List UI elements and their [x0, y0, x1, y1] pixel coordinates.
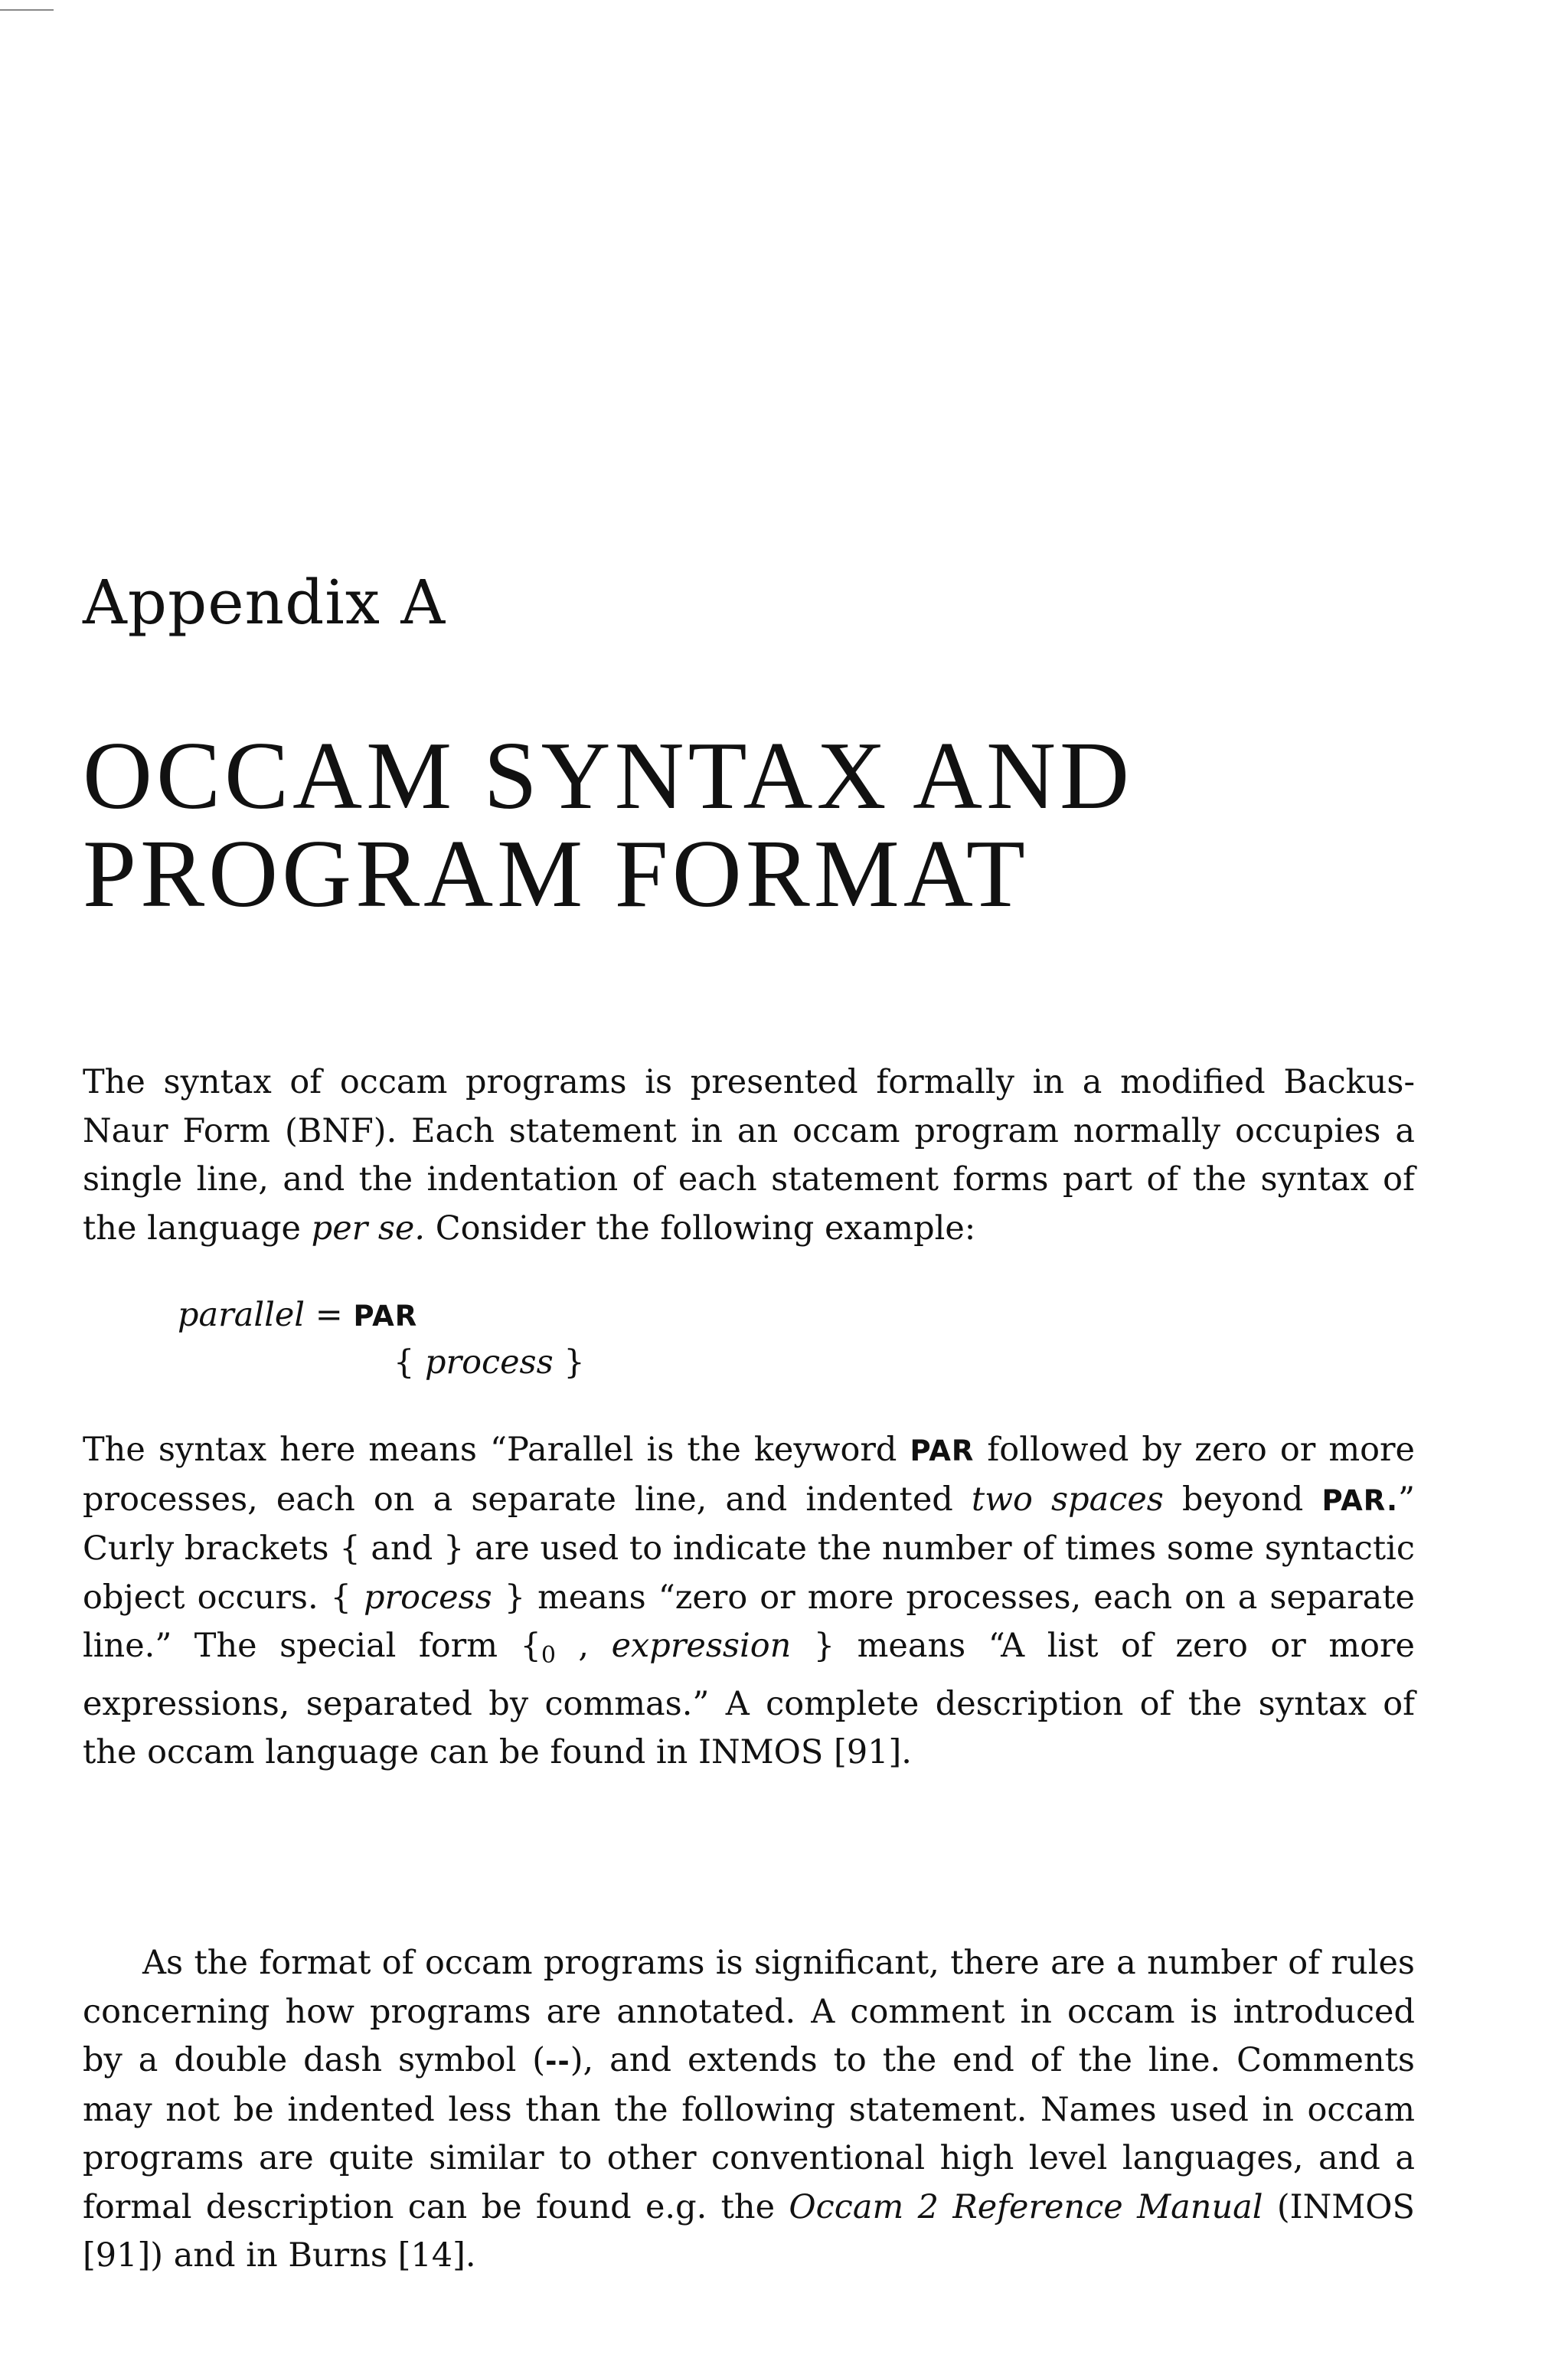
syntax-example: [178, 1291, 585, 1386]
paragraph-text: The syntax of occam programs is presented formally in a modified Backus-Naur Form (BNF). Each statement in an occam program normally occupies a single line, and the indentation of each statement forms part of the syntax of the language: [83, 1063, 1415, 1248]
italic-manual-title: Occam 2 Reference Manual: [789, 2187, 1263, 2226]
paragraph-program-format: [83, 1939, 1415, 2281]
italic-two-spaces: two spaces: [971, 1480, 1164, 1519]
syntax-open-brace: {: [394, 1343, 426, 1382]
syntax-equals: =: [305, 1296, 354, 1334]
scan-edge-line: [0, 9, 54, 11]
paragraph-text: As the format of occam programs is significant, there are a number of rules concerning how programs are annotated. A comment in occam is introduced by a double dash symbol (: [83, 1944, 1415, 2079]
comment-dash-symbol: --: [545, 2045, 570, 2078]
paragraph-text: ” Curly brackets { and } are used to indicate the number of times some syntactic object occurs. {: [83, 1480, 1416, 1617]
paragraph-text: followed by zero or more processes, each on a separate line, and indented: [83, 1431, 1416, 1519]
paragraph-text: Consider the following example:: [425, 1209, 976, 1248]
paragraph-text: } means “A list of zero or more expressions, separated by commas.” A complete description of the syntax of the occam language can be found in INMOS [91].: [83, 1627, 1415, 1771]
paragraph-text: } means “zero or more processes, each on a separate line.” The special form {: [83, 1578, 1415, 1665]
paragraph-text: ,: [555, 1627, 612, 1665]
paragraph-syntax-explanation: [83, 1426, 1415, 1778]
keyword-par: PAR: [910, 1434, 975, 1467]
syntax-keyword: PAR: [353, 1300, 418, 1333]
paragraph-bnf-intro: [83, 1058, 1415, 1253]
chapter-title: [83, 723, 1134, 927]
syntax-line-body: [394, 1339, 585, 1386]
paragraph-text: ), and extends to the end of the line. Comments may not be indented less than the following statement. Names used in occam programs are quite similar to other conventional high level languages, and a formal description can be found e.g. the: [83, 2041, 1415, 2226]
paragraph-text: beyond: [1163, 1480, 1322, 1519]
paragraph-text: (INMOS [91]) and in Burns [14].: [83, 2187, 1416, 2275]
keyword-par: PAR.: [1321, 1483, 1399, 1517]
subscript-zero: 0: [541, 1642, 556, 1669]
syntax-close-brace: }: [553, 1343, 585, 1382]
italic-process: process: [364, 1578, 492, 1617]
italic-expression: expression: [611, 1627, 792, 1665]
chapter-title-line-1: OCCAM SYNTAX AND: [83, 723, 1134, 829]
italic-per-se: per se.: [311, 1209, 426, 1248]
paragraph-text: The syntax here means “Parallel is the keyword: [83, 1431, 910, 1469]
chapter-title-line-2: PROGRAM FORMAT: [83, 821, 1029, 927]
syntax-item: process: [425, 1343, 554, 1382]
syntax-lhs: parallel: [178, 1296, 305, 1334]
syntax-line-definition: [178, 1291, 585, 1339]
appendix-label: Appendix A: [83, 567, 446, 638]
